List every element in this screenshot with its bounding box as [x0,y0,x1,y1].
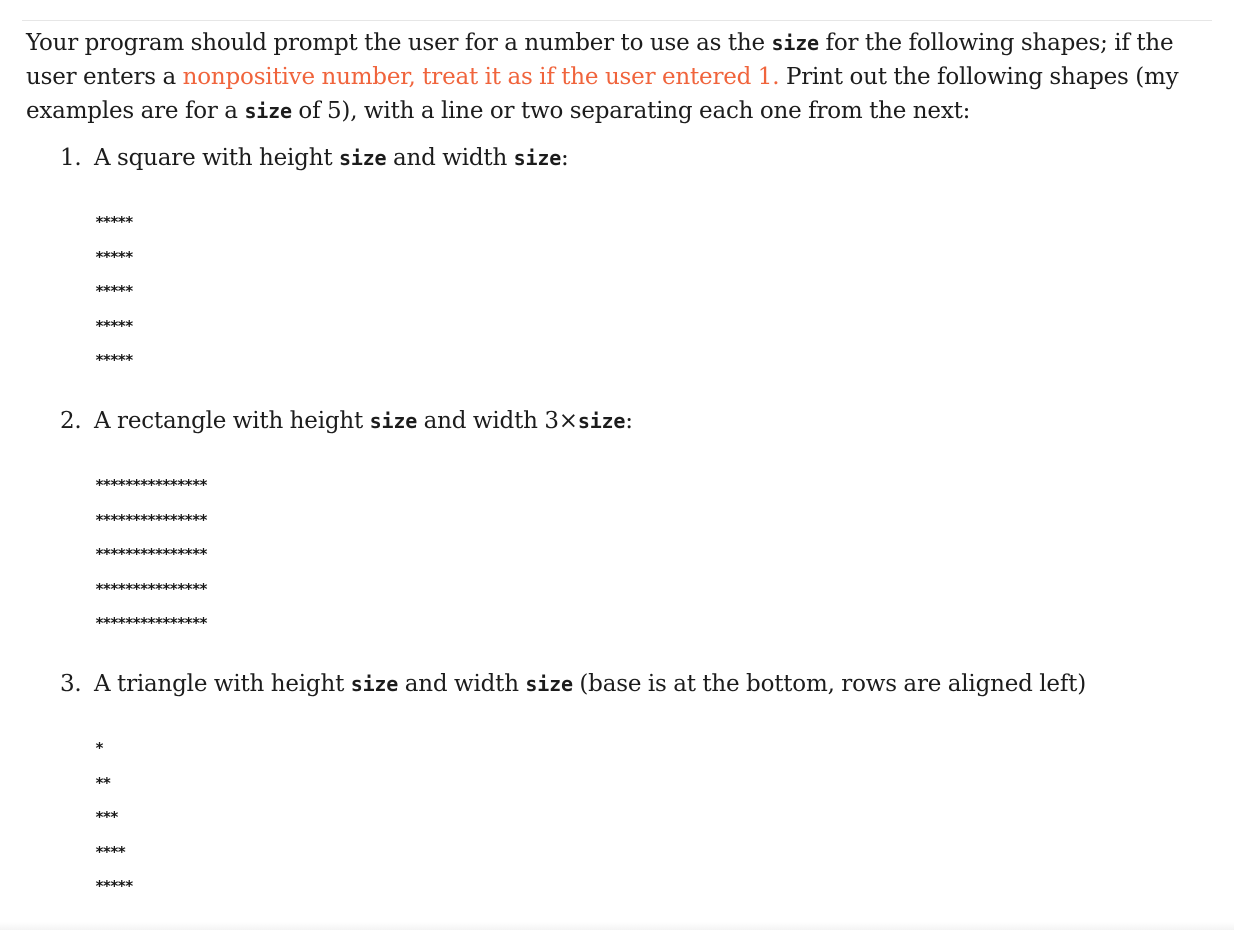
bottom-edge [0,922,1234,930]
intro-paragraph [26,26,1218,128]
shape-row: ***** [95,213,133,231]
size-keyword: size [513,146,562,170]
size-keyword: size [525,672,573,696]
size-keyword: size [771,31,819,55]
square-shape [95,205,132,378]
item-text: and width [386,145,514,171]
intro-text-3: Print out the following shapes (my examples are for a [26,64,1179,124]
intro-text-1: Your program should prompt the user for a number to use as the [26,30,772,56]
item-text: A triangle with height [94,671,351,697]
triangle-shape [95,731,132,904]
shape-row: ** [95,773,110,792]
item-text: : [625,408,633,434]
size-keyword: size [350,672,399,696]
intro-text-4: of 5), with a line or two separating each one from the next: [291,98,971,124]
item-text: A square with height [94,145,339,171]
shape-row: ***** [95,351,133,369]
shape-row: *************** [95,614,207,632]
item-text: and width [398,671,526,697]
list-item-rectangle [60,406,633,436]
list-item-square [60,143,569,173]
shape-row: *************** [95,510,207,529]
rectangle-shape [95,468,206,641]
shape-row: * [95,739,103,757]
highlighted-rule: nonpositive number, treat it as if the user entered 1. [182,64,780,90]
shape-row: *************** [95,579,207,598]
size-keyword: size [244,99,292,123]
top-divider [22,20,1212,21]
shape-row: *** [95,808,118,826]
shape-row: ***** [95,316,133,335]
list-item-triangle [60,669,1086,699]
item-number: 1. [60,145,82,171]
shape-row: *************** [95,545,207,563]
shape-row: *************** [95,476,207,494]
item-text: and width 3× [417,408,578,434]
shape-row: ***** [95,247,133,266]
intro-text-2: for the following shapes; if the user enters a [26,30,1174,90]
item-text: (base is at the bottom, rows are aligned left) [572,671,1086,697]
shape-row: ***** [95,877,133,895]
shape-row: **** [95,842,125,861]
size-keyword: size [338,146,387,170]
item-text: : [561,145,569,171]
shape-row: ***** [95,282,133,300]
size-keyword: size [369,409,418,433]
size-keyword: size [577,409,626,433]
item-number: 2. [60,408,82,434]
item-number: 3. [60,671,82,697]
item-text: A rectangle with height [94,408,370,434]
